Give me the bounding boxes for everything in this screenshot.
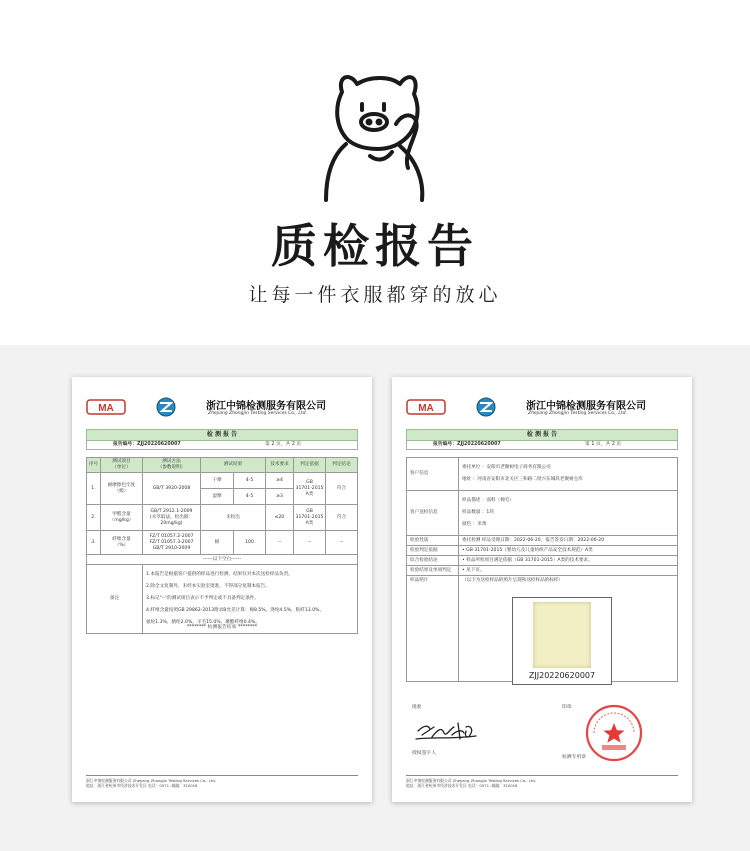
cell-no: 2. [87,505,101,531]
cell-item: 甲醛含量 （mg/kg） [101,505,143,531]
info-line: 颜色 ：米黄 [462,522,487,527]
zhongjin-logo-icon [156,397,176,417]
page-number: 第 1 页，共 2 页 [585,442,622,447]
cell-basis: -- [294,531,326,555]
report-heading: 检 测 报 告 [406,429,678,441]
col-method: 测试方法 （参数说明） [143,458,201,473]
note-line: 4.纤维含量按照GB 29862-2013附录B允差计算：棉8.5%，涤纶4.5%，粘纤13.0%， [146,608,325,613]
page-number: 第 2 页，共 2 页 [265,442,302,447]
info-value: • 见下页。 [459,566,678,576]
note-line: 氨纶1.3%，腈纶2.0%，羊毛15.0%，聚酯纤维0.4%。 [146,620,260,625]
cell-sub: 干摩 [201,473,234,489]
report-footer [86,775,358,788]
cell-req: ≥3 [266,489,294,505]
cell-sub: 湿摩 [201,489,234,505]
table-row [87,555,358,565]
report-footer [406,775,678,788]
note-line: 3.标记"--"的测试项目表示不予判定或不具备判定条件。 [146,596,259,601]
col-basis: 判定依据 [294,458,326,473]
company-name-en: Zhejiang Zhongjin Testing Services Co., Ltd. [528,411,627,416]
company-name: 浙江中锦检测服务有限公司 [526,401,646,412]
report-header [86,395,358,421]
info-value [459,458,678,491]
report-number-line [86,441,358,450]
results-table [86,457,358,634]
info-row [407,546,678,556]
report-stage [0,345,750,851]
notes-label: 备注 [87,565,143,634]
cell-verdict: 符合 [326,473,358,505]
report-end-mark: ******** 检测报告结束 ******** [186,625,258,630]
info-row [407,491,678,536]
stamp-caption: 检测专用章 [562,755,586,760]
cell-value: 100 [234,531,266,555]
sample-id: ZJJ20220620007 [528,671,596,680]
info-key: 检验判定依据 [407,546,459,556]
info-key: 客户送检信息 [407,491,459,536]
info-row [407,458,678,491]
report-number: 报告编号：ZJJ20220620007 [433,442,501,447]
col-item: 测试项目 （单位） [101,458,143,473]
cell-no: 3. [87,531,101,555]
company-name-en: Zhejiang Zhongjin Testing Services Co., Ltd. [208,411,307,416]
page-subtitle: 让每一件衣服都穿的放心 [248,284,502,306]
approver-label: 批准 [412,705,422,710]
cma-mark: MA [418,403,434,414]
cell-value: 4-5 [234,473,266,489]
fabric-swatch [533,602,591,668]
report-heading: 检 测 报 告 [86,429,358,441]
info-row [407,536,678,546]
cell-no: 1. [87,473,101,505]
report-page-1 [392,377,692,802]
info-key: 客户信息 [407,458,459,491]
cell-item: 纤维含量 （%） [101,531,143,555]
stamp-label: 印章 [562,705,572,710]
footer-address: 地址：浙江省杭州市经济技术开发区 电话：0571- 邮编：310018 [86,783,198,788]
info-key: 综合检验结论 [407,556,459,566]
info-key: 检验结果及单项判定 [407,566,459,576]
col-req: 技术要求 [266,458,294,473]
col-verdict: 判定结论 [326,458,358,473]
cell-req: -- [266,531,294,555]
cell-verdict: 符合 [326,505,358,531]
cell-sub: 棉 [201,531,234,555]
info-value: （以下为送检样品的照片呈现和送检样品的标样） [459,576,678,682]
page-title: 质检报告 [271,219,479,273]
info-line: 样品描述 ：面料（棉毛） [462,498,514,503]
cell-value: 4-5 [234,489,266,505]
note-line: 2.除全文复制外，未经本实验室批准，不得部分复制本报告。 [146,584,270,589]
info-row [407,566,678,576]
cell-method: GB/T 3920-2008 [143,473,201,505]
info-line: 样品数量 ：1块 [462,510,494,515]
info-row [407,556,678,566]
pig-mascot-icon [312,64,437,204]
signature-icon [414,717,480,743]
note-line: 1.本报告是根据客户提供的样品进行检测，结果仅对本次送检样品负责。 [146,572,293,577]
official-seal-icon [584,703,644,763]
cell-method: FZ/T 01057.2-2007 FZ/T 01057.3-2007 GB/T 2910-2009 [143,531,201,555]
cell-verdict: -- [326,531,358,555]
table-header-row [87,458,358,473]
report-header [406,395,678,421]
info-key: 检验性质 [407,536,459,546]
cma-logo-icon [86,399,126,415]
cell-basis: GB 31701-2015 A类 [294,505,326,531]
sample-photo [512,597,612,685]
info-value [459,491,678,536]
hero-section [0,0,750,330]
blank-marker: ------以下空白------ [87,555,358,565]
report-page-2 [72,377,372,802]
report-number: 报告编号：ZJJ20220620007 [113,442,181,447]
cell-req: ≤20 [266,505,294,531]
info-value: • 样品所检项目满足依据（GB 31701-2015）A类的技术要求。 [459,556,678,566]
cell-basis: GB 31701-2015 A类 [294,473,326,505]
company-name: 浙江中锦检测服务有限公司 [206,401,326,412]
col-no: 序号 [87,458,101,473]
info-line: 地址 ：河南省安阳市北关区三和路二批兴东城玖老聚树仓库 [462,477,583,482]
col-result: 测试结果 [201,458,266,473]
footer-company: 浙江中锦检测服务有限公司 Zhejiang Zhongjin Testing Services Co., Ltd. [406,778,536,783]
table-row [87,473,358,489]
info-key: 样品照片 [407,576,459,682]
report-number-line [406,441,678,450]
footer-address: 地址：浙江省杭州市经济技术开发区 电话：0571- 邮编：310018 [406,783,518,788]
signer-label: 授权签字人 [412,751,436,756]
footer-company: 浙江中锦检测服务有限公司 Zhejiang Zhongjin Testing Services Co., Ltd. [86,778,216,783]
info-line: 委托单位 ：安阳市老聚树电子商务有限公司 [462,465,551,470]
cell-method: GB/T 2912.1-2009 (水萃取法，检出限： 20mg/kg) [143,505,201,531]
cell-item: 耐摩擦色牢度 （级） [101,473,143,505]
cma-logo-icon [406,399,446,415]
zhongjin-logo-icon [476,397,496,417]
cma-mark: MA [98,403,114,414]
info-value: • GB 31701-2015《婴幼儿及儿童纺织产品安全技术规范》A类 [459,546,678,556]
info-value: 委托检测 样品受理日期：2022-06-20，报告签发日期：2022-06-20 [459,536,678,546]
table-row [87,505,358,531]
cell-value: 未检出 [201,505,266,531]
table-row [87,531,358,555]
cell-req: ≥4 [266,473,294,489]
